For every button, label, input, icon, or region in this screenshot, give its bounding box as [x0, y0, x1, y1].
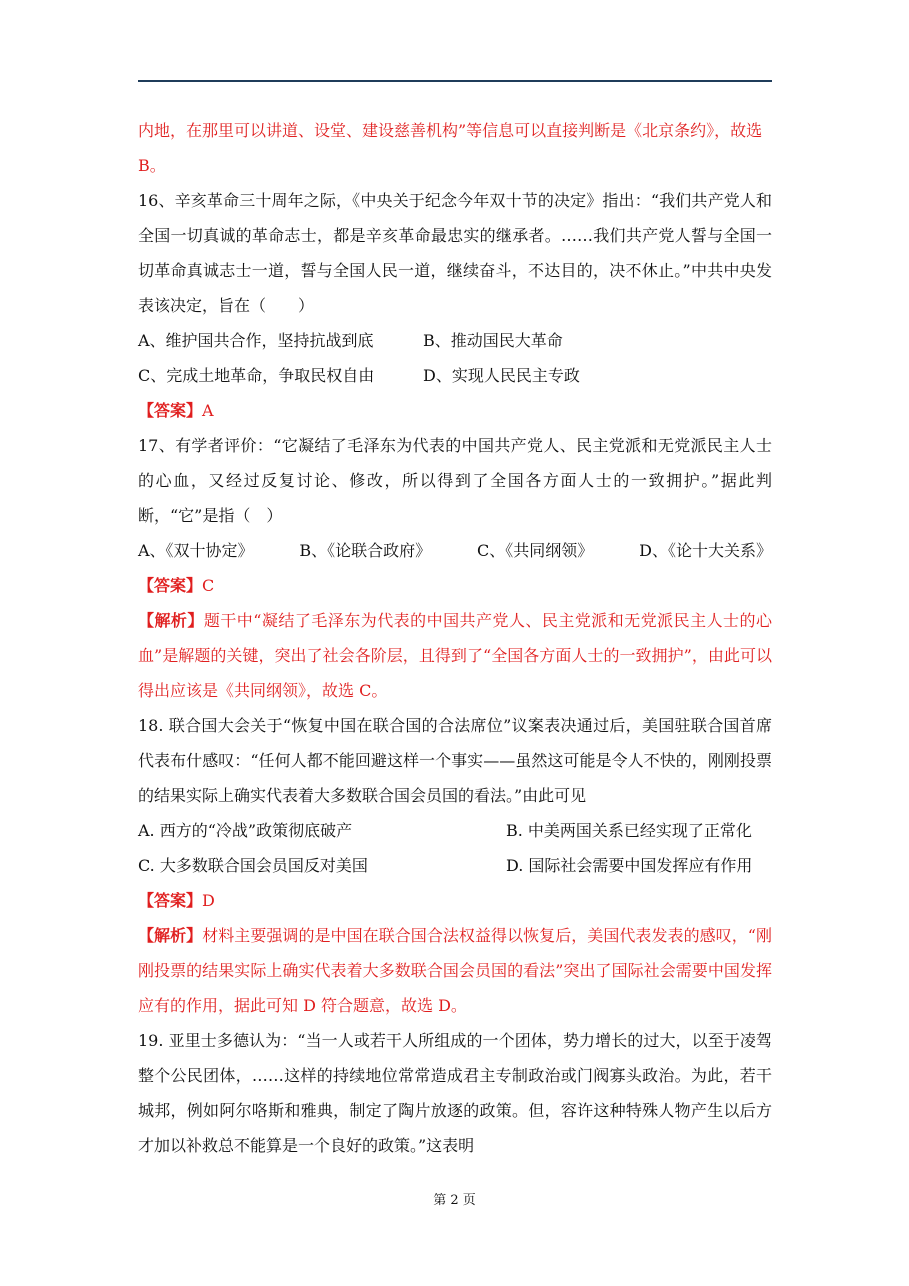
header-rule — [138, 80, 772, 82]
page-number: 第 2 页 — [433, 1193, 476, 1208]
q16-options-row-2 — [138, 358, 772, 393]
q17-stem: 17、有学者评价：“它凝结了毛泽东为代表的中国共产党人、民主党派和无党派民主人士的心血，又经过反复讨论、修改，所以得到了全国各方面人士的一致拥护。”据此判断，“它”是指（ ） — [138, 436, 772, 525]
answer-value: C — [202, 576, 215, 595]
continued-line-1: 内地，在那里可以讲道、设堂、建设慈善机构”等信息可以直接判断是《北京条约》，故选 — [138, 121, 763, 140]
q19-stem: 19. 亚里士多德认为：“当一人或若干人所组成的一个团体，势力增长的过大，以至于凌驾整个公民团体，……这样的持续地位常常造成君主专制政治或门阀寡头政治。为此，若干城邦，例如阿尔咯斯和雅典，制定了陶片放逐的政策。但，容许这种特殊人物产生以后方才加以补救总不能算是一个良好的政策。”这表明 — [138, 1031, 772, 1155]
answer-value: A — [202, 401, 214, 420]
answer-tag: 【答案】 — [138, 401, 203, 420]
continued-analysis — [138, 113, 772, 183]
analysis-text: 材料主要强调的是中国在联合国合法权益得以恢复后，美国代表发表的感叹，“刚刚投票的结果实际上确实代表着大多数联合国会员国的看法”突出了国际社会需要中国发挥应有的作用，据此可知 D 符合题意，故选 D。 — [138, 926, 772, 1015]
page-content — [138, 113, 772, 1163]
analysis-tag: 【解析】 — [138, 926, 203, 945]
q17-option-a: A、《双十协定》 — [138, 541, 254, 560]
q17-option-d: D、《论十大关系》 — [639, 541, 772, 560]
analysis-tag: 【解析】 — [138, 611, 204, 630]
q18-option-b: B. 中美两国关系已经实现了正常化 — [506, 821, 752, 840]
q16-option-a: A、维护国共合作，坚持抗战到底 — [138, 331, 374, 350]
q16-option-b: B、推动国民大革命 — [423, 331, 563, 350]
q17-option-c: C、《共同纲领》 — [477, 541, 594, 560]
q18-option-c: C. 大多数联合国会员国反对美国 — [138, 856, 368, 875]
answer-value: D — [202, 891, 215, 910]
q18-option-a: A. 西方的“冷战”政策彻底破产 — [138, 821, 353, 840]
analysis-text: 题干中“凝结了毛泽东为代表的中国共产党人、民主党派和无党派民主人士的心血”是解题的关键，突出了社会各阶层，且得到了“全国各方面人士的一致拥护”，由此可以得出应该是《共同纲领》，故选 C。 — [138, 611, 772, 700]
q18-analysis — [138, 918, 772, 1023]
q18-answer — [138, 883, 772, 918]
answer-tag: 【答案】 — [138, 891, 203, 910]
q16-stem: 16、辛亥革命三十周年之际，《中央关于纪念今年双十节的决定》指出：“我们共产党人和全国一切真诚的革命志士，都是辛亥革命最忠实的继承者。……我们共产党人誓与全国一切革命真诚志士一道，誓与全国人民一道，继续奋斗，不达目的，决不休止。”中共中央发表该决定，旨在（ ） — [138, 191, 772, 315]
q17-options — [138, 533, 772, 568]
q17-option-b: B、《论联合政府》 — [299, 541, 432, 560]
q18-stem: 18. 联合国大会关于“恢复中国在联合国的合法席位”议案表决通过后，美国驻联合国首席代表布什感叹：“任何人都不能回避这样一个事实——虽然这可能是令人不快的，刚刚投票的结果实际上确实代表着大多数联合国会员国的看法。”由此可见 — [138, 716, 772, 805]
q18-options-row-2 — [138, 848, 772, 883]
continued-line-2: B。 — [138, 156, 166, 175]
q16-answer — [138, 393, 772, 428]
q17-answer — [138, 568, 772, 603]
q18-options-row-1 — [138, 813, 772, 848]
q16-options-row-1 — [138, 323, 772, 358]
q16-option-d: D、实现人民民主专政 — [423, 366, 580, 385]
q16-option-c: C、完成土地革命，争取民权自由 — [138, 366, 375, 385]
q18-option-d: D. 国际社会需要中国发挥应有作用 — [506, 856, 753, 875]
answer-tag: 【答案】 — [138, 576, 203, 595]
q17-analysis — [138, 603, 772, 708]
